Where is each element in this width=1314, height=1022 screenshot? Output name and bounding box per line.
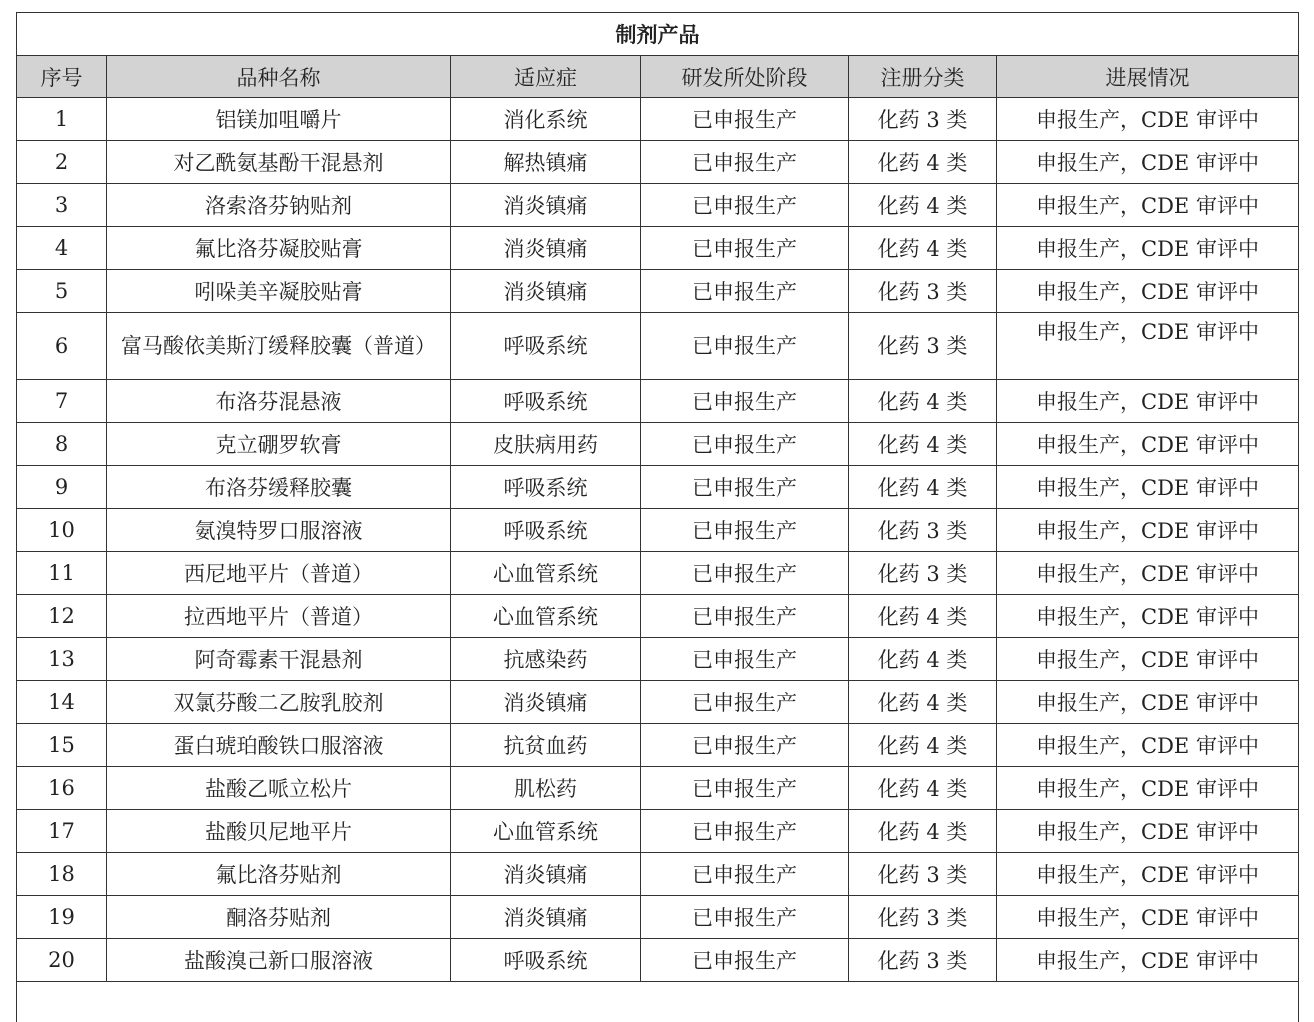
cell-registration-class: 化药 3 类	[849, 853, 997, 896]
cell-index: 1	[17, 98, 107, 141]
cell-product-name: 克立硼罗软膏	[107, 423, 451, 466]
cell-index: 15	[17, 724, 107, 767]
cell-registration-class: 化药 4 类	[849, 184, 997, 227]
cell-progress: 申报生产，CDE 审评中	[997, 939, 1299, 982]
cell-product-name: 吲哚美辛凝胶贴膏	[107, 270, 451, 313]
cell-registration-class: 化药 4 类	[849, 810, 997, 853]
cell-progress: 申报生产，CDE 审评中	[997, 227, 1299, 270]
cell-registration-class: 化药 4 类	[849, 767, 997, 810]
cell-registration-class: 化药 3 类	[849, 313, 997, 380]
cell-indication: 抗感染药	[451, 638, 641, 681]
table-row	[17, 810, 1299, 853]
cell-rd-stage: 已申报生产	[641, 724, 849, 767]
cell-registration-class: 化药 4 类	[849, 724, 997, 767]
cell-index: 7	[17, 380, 107, 423]
cell-progress: 申报生产，CDE 审评中	[997, 423, 1299, 466]
cell-progress: 申报生产，CDE 审评中	[997, 98, 1299, 141]
cell-progress: 申报生产，CDE 审评中	[997, 380, 1299, 423]
table-row	[17, 681, 1299, 724]
cell-product-name: 阿奇霉素干混悬剂	[107, 638, 451, 681]
table-row	[17, 270, 1299, 313]
cell-index: 11	[17, 552, 107, 595]
cell-rd-stage: 已申报生产	[641, 681, 849, 724]
cell-indication: 消炎镇痛	[451, 270, 641, 313]
cell-indication: 消炎镇痛	[451, 227, 641, 270]
cell-rd-stage: 已申报生产	[641, 466, 849, 509]
cell-rd-stage: 已申报生产	[641, 810, 849, 853]
table-row	[17, 98, 1299, 141]
cell-indication: 消炎镇痛	[451, 896, 641, 939]
cell-index: 14	[17, 681, 107, 724]
header-product-name: 品种名称	[107, 56, 451, 98]
cell-progress: 申报生产，CDE 审评中	[997, 767, 1299, 810]
cell-product-name: 酮洛芬贴剂	[107, 896, 451, 939]
cell-registration-class: 化药 4 类	[849, 141, 997, 184]
table-row	[17, 227, 1299, 270]
cell-indication: 呼吸系统	[451, 466, 641, 509]
product-table	[16, 12, 1299, 1022]
cell-index: 2	[17, 141, 107, 184]
cell-index: 5	[17, 270, 107, 313]
cell-indication: 呼吸系统	[451, 313, 641, 380]
cell-indication: 消炎镇痛	[451, 853, 641, 896]
cell-index: 18	[17, 853, 107, 896]
cell-product-name: 布洛芬缓释胶囊	[107, 466, 451, 509]
cell-index: 4	[17, 227, 107, 270]
header-rd-stage: 研发所处阶段	[641, 56, 849, 98]
cell-index: 6	[17, 313, 107, 380]
cell-rd-stage: 已申报生产	[641, 595, 849, 638]
cell-product-name: 富马酸依美斯汀缓释胶囊（普道）	[107, 313, 451, 380]
cell-rd-stage: 已申报生产	[641, 638, 849, 681]
header-row	[17, 56, 1299, 98]
table-row	[17, 896, 1299, 939]
cell-indication: 皮肤病用药	[451, 423, 641, 466]
cell-rd-stage: 已申报生产	[641, 380, 849, 423]
cell-rd-stage: 已申报生产	[641, 313, 849, 380]
table-title: 制剂产品	[17, 13, 1299, 56]
cell-indication: 呼吸系统	[451, 380, 641, 423]
cell-registration-class: 化药 3 类	[849, 896, 997, 939]
header-index: 序号	[17, 56, 107, 98]
cell-indication: 消炎镇痛	[451, 681, 641, 724]
cell-progress: 申报生产，CDE 审评中	[997, 552, 1299, 595]
cell-progress: 申报生产，CDE 审评中	[997, 853, 1299, 896]
cell-registration-class: 化药 4 类	[849, 466, 997, 509]
table-row	[17, 939, 1299, 982]
cell-product-name: 布洛芬混悬液	[107, 380, 451, 423]
table-row	[17, 466, 1299, 509]
cell-progress: 申报生产，CDE 审评中	[997, 270, 1299, 313]
cell-product-name: 盐酸乙哌立松片	[107, 767, 451, 810]
header-indication: 适应症	[451, 56, 641, 98]
cell-registration-class: 化药 3 类	[849, 270, 997, 313]
cell-product-name: 对乙酰氨基酚干混悬剂	[107, 141, 451, 184]
cell-rd-stage: 已申报生产	[641, 270, 849, 313]
table-row	[17, 380, 1299, 423]
cell-product-name: 氟比洛芬贴剂	[107, 853, 451, 896]
cell-indication: 消化系统	[451, 98, 641, 141]
cell-product-name: 氨溴特罗口服溶液	[107, 509, 451, 552]
cell-registration-class: 化药 4 类	[849, 227, 997, 270]
cell-index: 17	[17, 810, 107, 853]
cell-product-name: 蛋白琥珀酸铁口服溶液	[107, 724, 451, 767]
cell-progress: 申报生产，CDE 审评中	[997, 681, 1299, 724]
cell-rd-stage: 已申报生产	[641, 184, 849, 227]
cell-registration-class: 化药 3 类	[849, 509, 997, 552]
cell-indication: 心血管系统	[451, 595, 641, 638]
cell-index: 19	[17, 896, 107, 939]
cell-indication: 解热镇痛	[451, 141, 641, 184]
cell-rd-stage: 已申报生产	[641, 896, 849, 939]
cell-progress: 申报生产，CDE 审评中	[997, 595, 1299, 638]
cell-progress: 申报生产，CDE 审评中	[997, 141, 1299, 184]
cell-progress: 申报生产，CDE 审评中	[997, 896, 1299, 939]
cell-product-name: 盐酸溴己新口服溶液	[107, 939, 451, 982]
cell-rd-stage: 已申报生产	[641, 552, 849, 595]
cell-rd-stage: 已申报生产	[641, 509, 849, 552]
table-row	[17, 509, 1299, 552]
table-row	[17, 638, 1299, 681]
cell-registration-class: 化药 3 类	[849, 98, 997, 141]
cell-rd-stage: 已申报生产	[641, 853, 849, 896]
cell-rd-stage: 已申报生产	[641, 227, 849, 270]
cell-indication: 心血管系统	[451, 810, 641, 853]
cell-registration-class: 化药 3 类	[849, 552, 997, 595]
cell-indication: 呼吸系统	[451, 509, 641, 552]
table-row	[17, 313, 1299, 380]
cell-product-name: 双氯芬酸二乙胺乳胶剂	[107, 681, 451, 724]
cell-rd-stage: 已申报生产	[641, 423, 849, 466]
cell-product-name: 拉西地平片（普道）	[107, 595, 451, 638]
cell-progress: 申报生产，CDE 审评中	[997, 509, 1299, 552]
table-row	[17, 552, 1299, 595]
cell-registration-class: 化药 4 类	[849, 595, 997, 638]
cell-product-name: 盐酸贝尼地平片	[107, 810, 451, 853]
cell-rd-stage: 已申报生产	[641, 141, 849, 184]
cell-indication: 抗贫血药	[451, 724, 641, 767]
cell-rd-stage: 已申报生产	[641, 98, 849, 141]
cell-product-name: 氟比洛芬凝胶贴膏	[107, 227, 451, 270]
cell-index: 3	[17, 184, 107, 227]
cell-product-name: 铝镁加咀嚼片	[107, 98, 451, 141]
cell-rd-stage: 已申报生产	[641, 939, 849, 982]
cell-progress: 申报生产，CDE 审评中	[997, 638, 1299, 681]
cell-registration-class: 化药 4 类	[849, 423, 997, 466]
cell-progress: 申报生产，CDE 审评中	[997, 810, 1299, 853]
cell-index: 13	[17, 638, 107, 681]
cell-registration-class: 化药 3 类	[849, 939, 997, 982]
cell-product-name: 洛索洛芬钠贴剂	[107, 184, 451, 227]
table-row	[17, 595, 1299, 638]
cell-product-name: 西尼地平片（普道）	[107, 552, 451, 595]
table-row	[17, 184, 1299, 227]
cell-registration-class: 化药 4 类	[849, 638, 997, 681]
cell-index: 10	[17, 509, 107, 552]
product-table-container	[16, 12, 1298, 1022]
cell-indication: 消炎镇痛	[451, 184, 641, 227]
header-registration-class: 注册分类	[849, 56, 997, 98]
cell-index: 12	[17, 595, 107, 638]
cell-index: 16	[17, 767, 107, 810]
table-row	[17, 141, 1299, 184]
cell-progress: 申报生产，CDE 审评中	[997, 466, 1299, 509]
cell-registration-class: 化药 4 类	[849, 380, 997, 423]
cell-indication: 呼吸系统	[451, 939, 641, 982]
header-progress: 进展情况	[997, 56, 1299, 98]
cell-index: 8	[17, 423, 107, 466]
cell-indication: 肌松药	[451, 767, 641, 810]
table-row	[17, 767, 1299, 810]
table-row	[17, 724, 1299, 767]
cell-progress: 申报生产，CDE 审评中	[997, 184, 1299, 227]
cell-registration-class: 化药 4 类	[849, 681, 997, 724]
cell-progress: 申报生产，CDE 审评中	[997, 724, 1299, 767]
cell-index: 9	[17, 466, 107, 509]
cell-indication: 心血管系统	[451, 552, 641, 595]
table-body	[17, 98, 1299, 1022]
table-row	[17, 853, 1299, 896]
cell-rd-stage: 已申报生产	[641, 767, 849, 810]
table-row	[17, 423, 1299, 466]
cell-progress: 申报生产，CDE 审评中	[997, 313, 1299, 380]
cell-index: 20	[17, 939, 107, 982]
